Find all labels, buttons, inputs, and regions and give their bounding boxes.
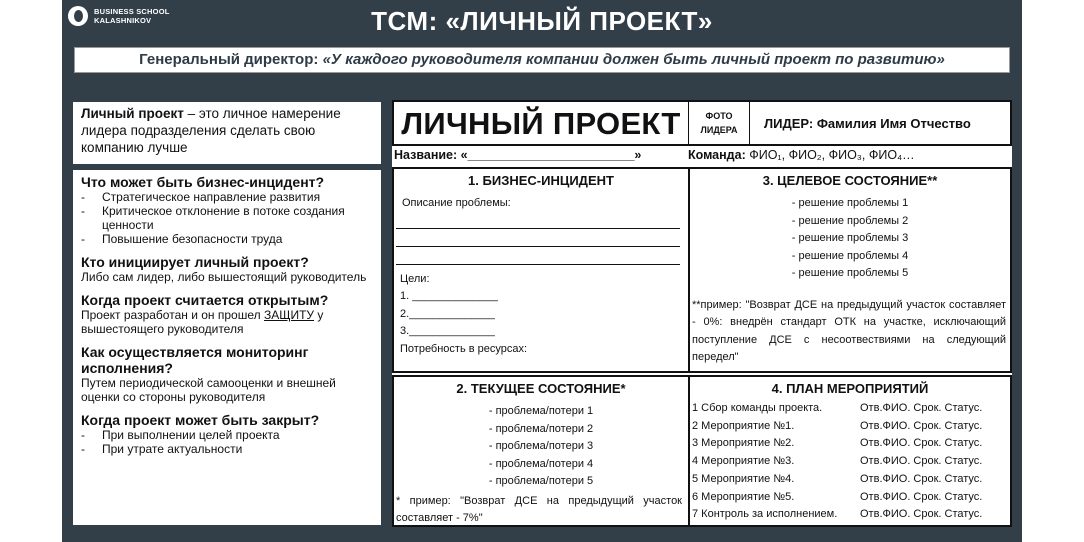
- target-state-section: [688, 167, 1012, 373]
- target-state-note: **пример: "Возврат ДСЕ на предыдущий участок составляет - 0%: внедрён стандарт ОТК на участке, исключающий поступление ДСЕ с несоотвествиями на следующий передел": [692, 298, 1006, 364]
- faq-question-1: Что может быть бизнес-инцидент?: [81, 174, 325, 190]
- plan-item: 2 Мероприятие №1.: [692, 419, 795, 432]
- slide-title: ТСМ: «ЛИЧНЫЙ ПРОЕКТ»: [371, 6, 713, 36]
- slide: [62, 0, 1022, 542]
- ceo-quote-bar: [74, 47, 1010, 73]
- section-heading: 3. ЦЕЛЕВОЕ СОСТОЯНИЕ**: [762, 173, 938, 188]
- faq-question-2: Кто инициирует личный проект?: [81, 254, 309, 270]
- faq-answer-3-post: у вышестоящего руководителя: [81, 308, 324, 336]
- plan-item: 6 Мероприятие №5.: [692, 490, 795, 503]
- sheet-header: [392, 100, 1012, 146]
- list-item: [692, 435, 1010, 453]
- list-item: - проблема/потери 1: [488, 405, 594, 417]
- definition-box: [73, 102, 381, 164]
- problem-lines: [394, 217, 688, 265]
- sheet-title: ЛИЧНЫЙ ПРОЕКТ: [401, 106, 681, 141]
- section-heading: 1. БИЗНЕС-ИНЦИДЕНТ: [468, 173, 614, 188]
- current-state-section: [392, 375, 690, 527]
- list-item: [692, 400, 1010, 418]
- plan-item: 7 Контроль за исполнением.: [692, 508, 838, 521]
- list-item: - При выполнении целей проекта: [81, 428, 373, 442]
- list-item: [692, 489, 1010, 507]
- goals-block: [394, 271, 688, 359]
- list-item: - решение проблемы 2: [791, 214, 909, 227]
- list-item: - решение проблемы 5: [791, 267, 909, 280]
- plan-resp: Отв.ФИО. Срок. Статус.: [860, 402, 983, 414]
- blank-line: [396, 364, 668, 373]
- section-heading: 4. ПЛАН МЕРОПРИЯТИЙ: [771, 381, 929, 396]
- faq-answer-2: Либо сам лидер, либо вышестоящий руководитель: [81, 270, 367, 284]
- plan-resp: Отв.ФИО. Срок. Статус.: [860, 472, 983, 485]
- faq-answer-1: [81, 190, 373, 246]
- project-sheet: [392, 100, 1012, 527]
- logo-line-1: BUSINESS SCHOOL: [94, 7, 170, 16]
- plan-item: 1 Сбор команды проекта.: [692, 402, 823, 414]
- faq-answer-3: [81, 308, 373, 336]
- section-heading: 2. ТЕКУЩЕЕ СОСТОЯНИЕ*: [456, 381, 626, 396]
- faq-question-5: Когда проект может быть закрыт?: [81, 412, 320, 428]
- faq-box: [73, 170, 381, 525]
- ceo-label: Генеральный директор:: [139, 51, 319, 68]
- action-plan-list: [690, 400, 1010, 524]
- leader-name: ЛИДЕР: Фамилия Имя Отчество: [764, 116, 971, 131]
- ceo-quote: «У каждого руководителя компании должен быть личный проект по развитию»: [322, 51, 945, 68]
- blank-line: [396, 235, 680, 247]
- team-label: Команда:: [688, 148, 746, 162]
- faq-answer-3-pre: Проект разработан и он прошел: [81, 308, 264, 322]
- defense-link: ЗАЩИТУ: [263, 308, 315, 322]
- faq-question-4: Как осуществляется мониторинг исполнения?: [81, 344, 309, 376]
- blank-line: [396, 217, 680, 229]
- plan-resp: Отв.ФИО. Срок. Статус.: [860, 508, 983, 521]
- faq-answer-4: Путем периодической самооценки и внешней оценки со стороны руководителя: [81, 376, 336, 404]
- goal-2: 2.______________: [400, 307, 495, 320]
- definition-text: – это личное намерение лидера подразделения сделать свою компанию лучше: [81, 106, 341, 155]
- business-incident-section: [392, 167, 690, 373]
- leader-photo-placeholder: ФОТО ЛИДЕРА: [688, 102, 750, 144]
- list-item: [692, 506, 1010, 524]
- resources-label: Потребность в ресурсах:: [400, 342, 528, 355]
- solutions-list: [690, 195, 1010, 283]
- faq-question-3: Когда проект считается открытым?: [81, 292, 329, 308]
- faq-answer-5: [81, 428, 373, 456]
- blank-line: [396, 253, 680, 265]
- project-name-field: Название: «________________________»: [394, 148, 642, 162]
- plan-item: 4 Мероприятие №3.: [692, 455, 795, 468]
- team-row: [688, 148, 915, 162]
- list-item: - проблема/потери 3: [488, 440, 594, 453]
- list-item: - Критическое отклонение в потоке создания ценности: [81, 204, 373, 232]
- plan-resp: Отв.ФИО. Срок. Статус.: [860, 455, 983, 468]
- logo-line-2: KALASHNIKOV: [94, 16, 152, 25]
- goal-3: 3.______________: [400, 325, 495, 337]
- action-plan-section: [688, 375, 1012, 527]
- list-item: - Стратегическое направление развития: [81, 190, 373, 204]
- list-item: - решение проблемы 1: [791, 197, 909, 209]
- list-item: - Повышение безопасности труда: [81, 232, 373, 246]
- goals-label: Цели:: [400, 272, 430, 285]
- team-value: ФИО₁, ФИО₂, ФИО₃, ФИО₄…: [749, 148, 915, 162]
- list-item: [692, 471, 1010, 489]
- plan-resp: Отв.ФИО. Срок. Статус.: [860, 490, 983, 503]
- list-item: - проблема/потери 4: [488, 457, 594, 470]
- list-item: [692, 418, 1010, 436]
- list-item: - решение проблемы 4: [791, 249, 909, 262]
- goal-1: 1. ______________: [400, 290, 498, 302]
- current-state-note: * пример: "Возврат ДСЕ на предыдущий участок составляет - 7%": [396, 494, 682, 525]
- plan-item: 5 Мероприятие №4.: [692, 472, 795, 485]
- plan-resp: Отв.ФИО. Срок. Статус.: [860, 419, 983, 432]
- definition-term: Личный проект: [81, 106, 184, 121]
- list-item: [692, 453, 1010, 471]
- list-item: - проблема/потери 5: [488, 475, 594, 488]
- plan-item: 3 Мероприятие №2.: [692, 437, 795, 450]
- list-item: - При утрате актуальности: [81, 442, 373, 456]
- list-item: - решение проблемы 3: [791, 232, 909, 245]
- problems-list: [394, 403, 688, 491]
- list-item: - проблема/потери 2: [488, 422, 594, 435]
- problem-label: Описание проблемы:: [402, 197, 511, 209]
- plan-resp: Отв.ФИО. Срок. Статус.: [860, 437, 983, 450]
